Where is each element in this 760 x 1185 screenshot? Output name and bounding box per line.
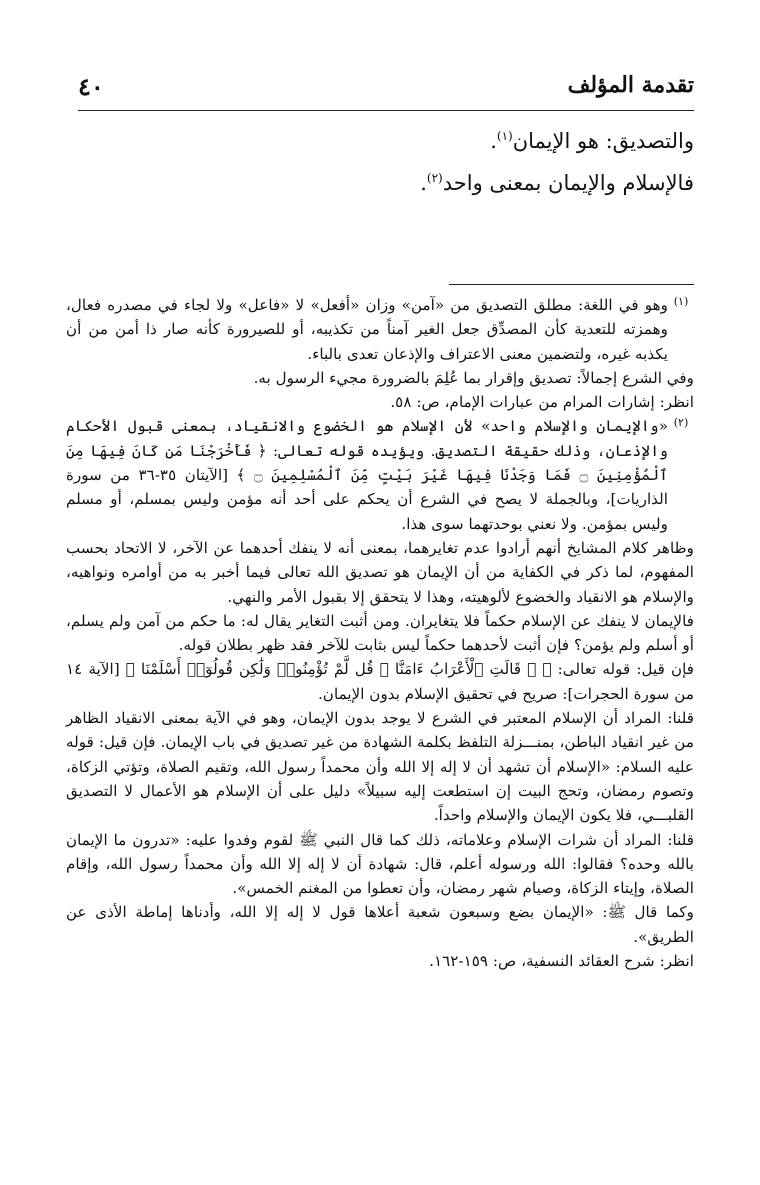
footnote-2-para-8: انظر: شرح العقائد النسفية، ص: ١٥٩-١٦٢. (429, 952, 694, 971)
footnote-2-para-4: فإن قيل: قوله تعالى: ﴿ ۞ قَالَتِ ٱلْأَعْرَابُ ءَامَنَّا ۖ قُل لَّمْ تُؤْمِنُوا۟ وَلَٰكِن قُولُوٓا۟ أَسْلَمْنَا ﴾ [الآية ١٤ من سورة الحجرات]: صريح في تحقيق الإسلام بدون الإيمان. (66, 660, 694, 703)
footnote-2-number: (٢) (673, 416, 689, 430)
footnote-2-para-3: فالإيمان لا ينفك عن الإسلام حكماً فلا يتغايران. ومن أثبت التغاير يقال له: ما حكم من آمن ولم يسلم، أو أسلم ولم يؤمن؟ فإن أثبت لأحدهما حكماً ليس بثابت للآخر فقد ظهر بطلان قوله. (66, 611, 694, 655)
footnotes (66, 293, 694, 973)
footnote-ref-2: (٢) (426, 171, 443, 185)
main-text (78, 120, 694, 204)
main-line-2 (78, 162, 694, 204)
footnote-2-para-1: «والإيمان والإسلام واحد» لأن الإسلام هو الخضوع والانقياد، بمعنى قبول الأحكام والإذعان، وذلك حقيقة التصديق. ويؤيده قوله تعالى: ﴿ فَأَخْرَجْنَا مَن كَانَ فِيهَا مِنَ ٱلْمُؤْمِنِينَ ۝ فَمَا وَجَدْنَا فِيهَا غَيْرَ بَيْتٍ مِّنَ ٱلْمُسْلِمِينَ ۝ ﴾ [الآيتان ٣٥-٣٦ من سورة الذاريات]، وبالجملة لا يصح في الشرع أن يحكم على أحد أنه مؤمن وليس بمسلم، أو مسلم وليس بمؤمن. ولا نعني بوحدتهما سوى هذا. (66, 417, 669, 533)
main-line-2-text: فالإسلام والإيمان بمعنى واحد (442, 171, 694, 195)
main-line-1 (78, 120, 694, 162)
page-header (78, 72, 694, 108)
footnote-2-para-7: وكما قال ﷺ: «الإيمان بضع وسبعون شعبة أعلاها قول لا إله إلا الله، وأدناها إماطة الأذى عن الطريق». (66, 903, 694, 946)
footnote-1-para-1: وهو في اللغة: مطلق التصديق من «آمن» وزان «أفعل» لا «فاعل» ولا لجاء في مصدره فعال، وهمزته للتعدية كأن المصدِّق جعل الغير آمناً من تكذيبه، أو للصيرورة كأنه صار ذا أمن من أن يكذبه غيره، ولتضمين معنى الاعتراف والإذعان تعدى بالباء. (66, 296, 668, 363)
footnote-2 (66, 414, 694, 973)
footnote-1-para-3: انظر: إشارات المرام من عبارات الإمام، ص: ٥٨. (390, 393, 694, 412)
page-number: ٤٠ (78, 72, 104, 101)
main-line-1-end: . (490, 129, 497, 153)
main-line-2-end: . (420, 171, 427, 195)
footnote-2-para-2: وظاهر كلام المشايخ أنهم أرادوا عدم تغايرهما، بمعنى أنه لا ينفك أحدهما عن الآخر، لا الاتحاد بحسب المفهوم، لما ذكر في الكفاية من أن الإيمان هو تصديق الله تعالى فيما أخبر به من أوامره ونواهيه، والإسلام هو الانقياد والخضوع لألوهيته، وهذا لا يتحقق إلا بقبول الأمر والنهي. (66, 538, 694, 606)
footnote-1-number: (١) (673, 295, 689, 308)
footnote-2-para-5: قلنا: المراد أن الإسلام المعتبر في الشرع لا يوجد بدون الإيمان، وهو في الآية بمعنى الانقياد الظاهر من غير انقياد الباطن، بمنـــزلة التلفظ بكلمة الشهادة من غير تصديق في باب الإيمان. فإن قيل: قوله عليه السلام: «الإسلام أن تشهد أن لا إله إلا الله وأن محمداً رسول الله، وتقيم الصلاة، وتؤتي الزكاة، وتصوم رمضان، وتحج البيت إن استطعت إليه سبيلاً» دليل على أن الإسلام هو الأعمال لا التصديق القلبـــي، فلا يكون الإيمان والإسلام واحداً. (66, 709, 694, 825)
running-title: تقدمة المؤلف (567, 72, 694, 98)
main-line-1-text: والتصديق: هو الإيمان (512, 129, 694, 153)
footnote-ref-1: (١) (496, 129, 513, 143)
footnote-1-body (66, 293, 694, 414)
footnote-2-para-6: قلنا: المراد أن شرات الإسلام وعلاماته، ذلك كما قال النبي ﷺ لقوم وفدوا عليه: «تدرون ما الإيمان بالله وحده؟ فقالوا: الله ورسوله أعلم، قال: شهادة أن لا إله إلا الله وأن محمداً رسول الله، وإقام الصلاة، وإيتاء الزكاة، وصيام شهر رمضان، وأن تعطوا من المغنم الخمس». (66, 830, 694, 898)
footnote-1 (66, 293, 694, 414)
header-rule (78, 110, 694, 111)
footnote-2-body (66, 414, 694, 973)
footnote-1-para-2: وفي الشرع إجمالاً: تصديق وإقرار بما عُلِمَ بالضرورة مجيء الرسول به. (253, 368, 694, 387)
footnote-separator (449, 284, 694, 285)
